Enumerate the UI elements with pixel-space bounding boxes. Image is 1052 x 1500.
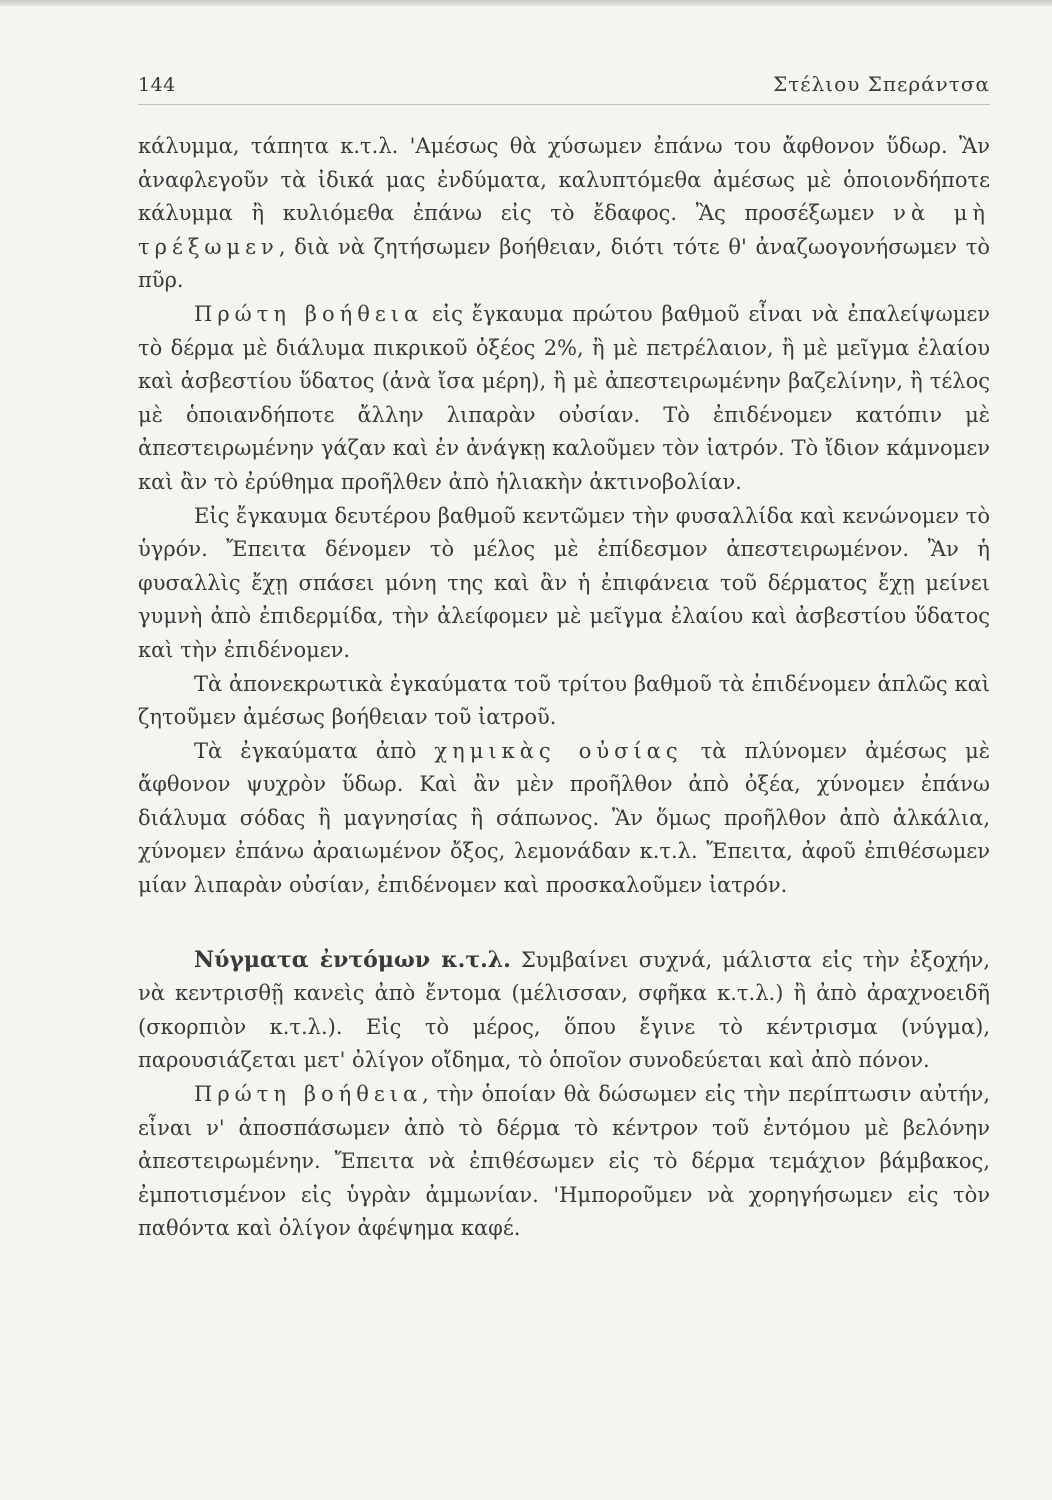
paragraph-third-degree-burn: Τὰ ἀπονεκρωτικὰ ἐγκαύματα τοῦ τρίτου βαθμοῦ τὰ ἐπιδένομεν ἁπλῶς καὶ ζητοῦμεν ἀμέσως βοήθειαν τοῦ ἰατροῦ. xyxy=(138,671,990,730)
text-body xyxy=(138,130,990,1246)
scan-edge xyxy=(0,0,1052,6)
paragraph-second-degree-burn: Εἰς ἔγκαυμα δευτέρου βαθμοῦ κεντῶμεν τὴν φυσαλλίδα καὶ κενώνομεν τὸ ὑγρόν. Ἔπειτα δένομεν τὸ μέλος μὲ ἐπίδεσμον ἀπεστειρωμένον. Ἂν ἡ φυσαλλὶς ἔχῃ σπάσει μόνη της καὶ ἂν ἡ ἐπιφάνεια τοῦ δέρματος ἔχῃ μείνει γυμνὴ ἀπὸ ἐπιδερμίδα, τὴν ἀλείφομεν μὲ μεῖγμα ἐλαίου καὶ ἀσβεστίου ὕδατος καὶ τὴν ἐπιδένομεν. xyxy=(138,503,990,662)
spaced-emphasis: Πρώτη βοήθεια xyxy=(194,1082,423,1107)
text-run: τὰ πλύνομεν ἀμέσως μὲ ἄφθονον ψυχρὸν ὕδωρ. Καὶ ἂν μὲν προῆλθον ἀπὸ ὀξέα, χύνομεν ἐπάνω διάλυμα σόδας ἢ μαγνησίας ἢ σάπωνος. Ἂν ὅμως προῆλθον ἀπὸ ἀλκάλια, χύνομεν ἐπάνω ἀραιωμένον ὄξος, λεμονάδαν κ.τ.λ. Ἔπειτα, ἀφοῦ ἐπιθέσωμεν μίαν λιπαρὰν οὐσίαν, ἐπιδένομεν καὶ προσκαλοῦμεν ἰατρόν. xyxy=(138,738,990,898)
paragraph-insect-stings xyxy=(138,944,990,1078)
paragraph-first-degree-burn xyxy=(138,298,990,500)
spaced-emphasis: Πρώτη βοήθεια xyxy=(194,301,424,326)
section-title: Νύγματα ἐντόμων κ.τ.λ. xyxy=(194,946,511,973)
section-gap xyxy=(138,903,990,944)
text-run: κάλυμμα, τάπητα κ.τ.λ. 'Αμέσως θὰ χύσωμεν ἐπάνω του ἄφθονον ὕδωρ. Ἂν ἀναφλεγοῦν τὰ ἰδικά μας ἐνδύματα, καλυπτόμεθα ἀμέσως μὲ ὁποιονδήποτε κάλυμμα ἢ κυλιόμεθα ἐπάνω εἰς τὸ ἔδαφος. Ἂς προσέξωμεν xyxy=(138,134,990,226)
text-run: , τὴν ὁποίαν θὰ δώσωμεν εἰς τὴν περίπτωσιν αὐτήν, εἶναι ν' ἀποσπάσωμεν ἀπὸ τὸ δέρμα τὸ κέντρον τοῦ ἐντόμου μὲ βελόνην ἀπεστειρωμένην. Ἔπειτα νὰ ἐπιθέσωμεν εἰς τὸ δέρμα τεμάχιον βάμβακος, ἐμποτισμένον εἰς ὑγρὰν ἀμμωνίαν. 'Ημποροῦμεν νὰ χορηγήσωμεν εἰς τὸν παθόντα καὶ ὀλίγον ἀφέψημα καφέ. xyxy=(138,1082,990,1241)
spaced-emphasis: χημικὰς οὐσίας xyxy=(434,738,683,763)
page-number: 144 xyxy=(138,74,176,96)
text-run: Συμβαίνει συχνά, μάλιστα εἰς τὴν ἐξοχήν, νὰ κεντρισθῇ κανεὶς ἀπὸ ἔντομα (μέλισσαν, σφῆκα κ.τ.λ.) ἢ ἀπὸ ἀραχνοειδῆ (σκορπιὸν κ.τ.λ.). Εἰς τὸ μέρος, ὅπου ἔγινε τὸ κέντρισμα (νύγμα), παρουσιάζεται μετ' ὀλίγον οἴδημα, τὸ ὁποῖον συνοδεύεται καὶ ἀπὸ πόνον. xyxy=(138,947,990,1073)
text-run: , διὰ νὰ ζητήσωμεν βοήθειαν, διότι τότε θ' ἀναζωογονήσωμεν τὸ πῦρ. xyxy=(138,234,990,293)
header-rule xyxy=(138,104,990,105)
paragraph-fire-continued xyxy=(138,130,990,298)
paragraph-sting-first-aid xyxy=(138,1078,990,1246)
paragraph-chemical-burn xyxy=(138,735,990,903)
page-header xyxy=(138,64,990,104)
running-head: Στέλιου Σπεράντσα xyxy=(773,72,990,96)
text-run: εἰς ἔγκαυμα πρώτου βαθμοῦ εἶναι νὰ ἐπαλείψωμεν τὸ δέρμα μὲ διάλυμα πικρικοῦ ὀξέος 2%, ἢ μὲ πετρέλαιον, ἢ μὲ μεῖγμα ἐλαίου καὶ ἀσβεστίου ὕδατος (ἀνὰ ἴσα μέρη), ἢ μὲ ἀπεστειρωμένην βαζελίνην, ἢ τέλος μὲ ὁποιανδήποτε ἄλλην λιπαρὰν οὐσίαν. Τὸ ἐπιδένομεν κατόπιν μὲ ἀπεστειρωμένην γάζαν καὶ ἐν ἀνάγκῃ καλοῦμεν τὸν ἰατρόν. Τὸ ἴδιον κάμνομεν καὶ ἂν τὸ ἐρύθημα προῆλθεν ἀπὸ ἡλιακὴν ἀκτινοβολίαν. xyxy=(138,301,990,494)
spaced-emphasis: νὰ μὴ τρέξωμεν xyxy=(138,201,990,259)
text-run: Τὰ ἐγκαύματα ἀπὸ xyxy=(194,738,435,763)
